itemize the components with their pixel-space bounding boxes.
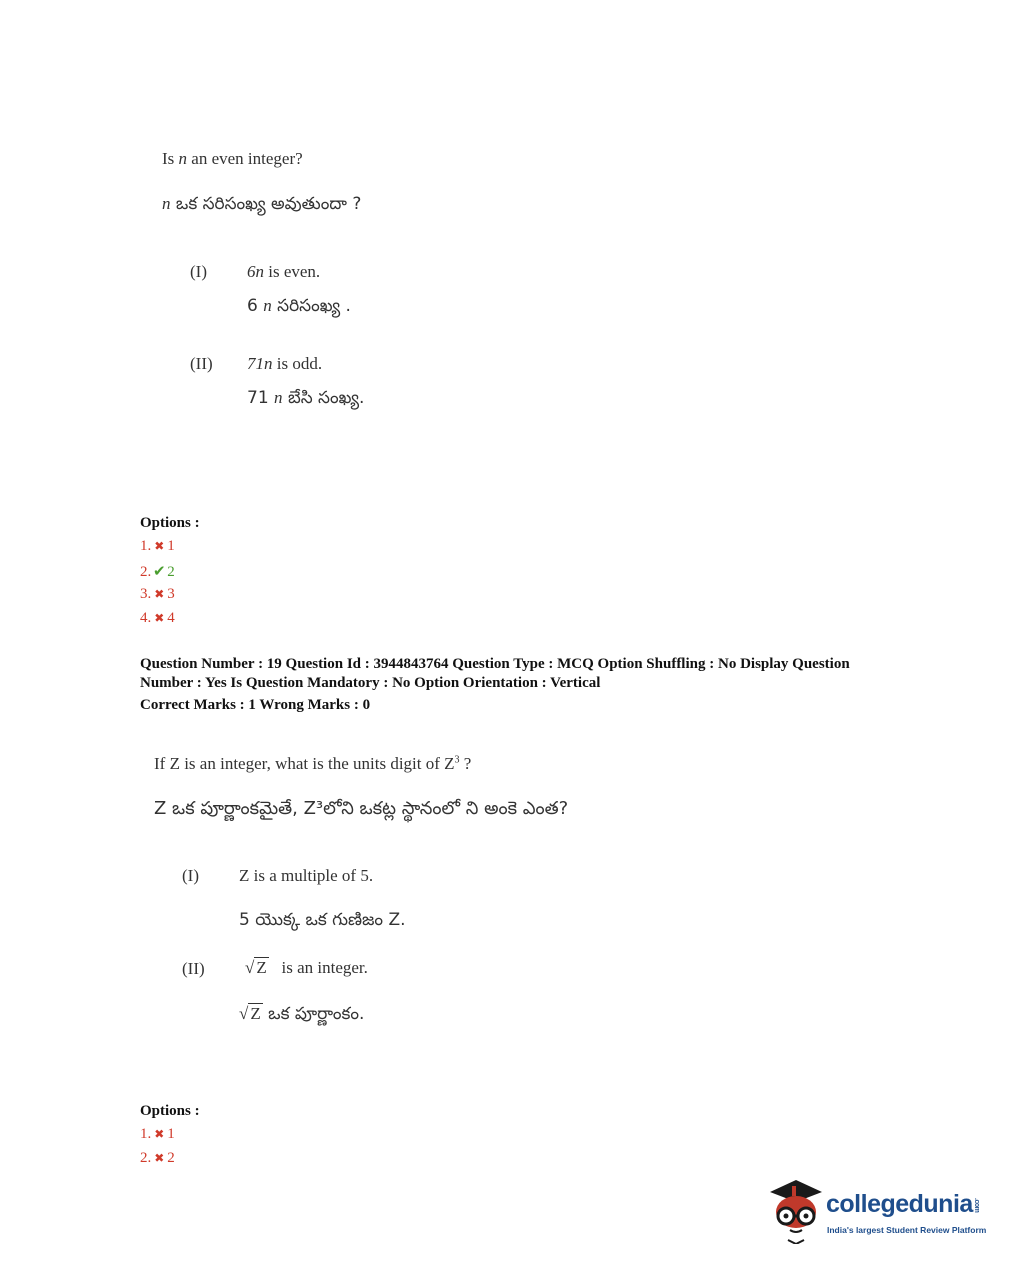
collegedunia-logo bbox=[766, 1178, 996, 1248]
q2-question-te: Z ఒక పూర్ణాంకమైతే, Z³లోని ఒకట్ల స్థానంలో ని అంకె ఎంత? bbox=[154, 798, 569, 819]
q1-option-2[interactable]: 2. ✔ 2 bbox=[140, 562, 175, 580]
meta-line-1: Question Number : 19 Question Id : 3944843764 Question Type : MCQ Option Shuffling : No Display Question bbox=[140, 656, 850, 672]
q1-option-3[interactable]: 3. ✖ 3 bbox=[140, 586, 175, 602]
q2-option-1[interactable]: 1. ✖ 1 bbox=[140, 1126, 175, 1142]
q2-statement-te-1: 5 యొక్క ఒక గుణిజం Z. bbox=[239, 910, 406, 930]
q2-statement-label-2: (II) bbox=[182, 959, 205, 978]
meta-line-3: Correct Marks : 1 Wrong Marks : 0 bbox=[140, 697, 371, 713]
cross-icon: ✖ bbox=[154, 587, 165, 601]
sqrt-symbol: √ Z bbox=[245, 958, 267, 977]
q1-question-en: Is n an even integer? bbox=[162, 149, 303, 168]
check-icon: ✔ bbox=[152, 562, 166, 580]
q1-statement-label-2: (II) bbox=[190, 354, 213, 373]
q1-options-label: Options : bbox=[140, 515, 200, 531]
q2-statement-en-1: Z is a multiple of 5. bbox=[239, 866, 374, 885]
q2-option-2[interactable]: 2. ✖ 2 bbox=[140, 1150, 175, 1166]
q1-statement-en-1: 6n is even. bbox=[247, 262, 321, 281]
cross-icon: ✖ bbox=[154, 611, 165, 625]
cross-icon: ✖ bbox=[154, 1127, 165, 1141]
q1-statement-te-2: 71 n బేసి సంఖ్య. bbox=[247, 388, 365, 408]
q1-statement-te-1: 6 n సరిసంఖ్య . bbox=[247, 296, 351, 316]
cross-icon: ✖ bbox=[154, 1151, 165, 1165]
question-meta bbox=[140, 655, 920, 715]
q2-statement-te-2: √ Z ఒక పూర్ణాంకం. bbox=[239, 1004, 365, 1024]
logo-tagline: India's largest Student Review Platform bbox=[827, 1225, 987, 1235]
q2-options-label: Options : bbox=[140, 1103, 200, 1119]
cross-icon: ✖ bbox=[154, 539, 165, 553]
q1-statement-label-1: (I) bbox=[190, 262, 207, 281]
q1-question-te: n ఒక సరిసంఖ్య అవుతుందా ? bbox=[162, 194, 362, 214]
q1-option-1[interactable]: 1. ✖ 1 bbox=[140, 538, 175, 554]
meta-line-2: Number : Yes Is Question Mandatory : No Option Orientation : Vertical bbox=[140, 675, 601, 691]
q2-statement-en-2: √ Z is an integer. bbox=[245, 958, 368, 977]
logo-suffix: .com bbox=[972, 1198, 980, 1213]
q2-question-en: If Z is an integer, what is the units digit of $Z^3$ ? bbox=[154, 754, 472, 773]
q1-option-4[interactable]: 4. ✖ 4 bbox=[140, 610, 175, 626]
mascot-icon bbox=[766, 1178, 824, 1244]
sqrt-symbol: √ Z bbox=[239, 1004, 261, 1023]
q1-statement-en-2: 71n is odd. bbox=[247, 354, 323, 373]
q2-statement-label-1: (I) bbox=[182, 866, 199, 885]
logo-name: collegedunia bbox=[826, 1190, 973, 1218]
